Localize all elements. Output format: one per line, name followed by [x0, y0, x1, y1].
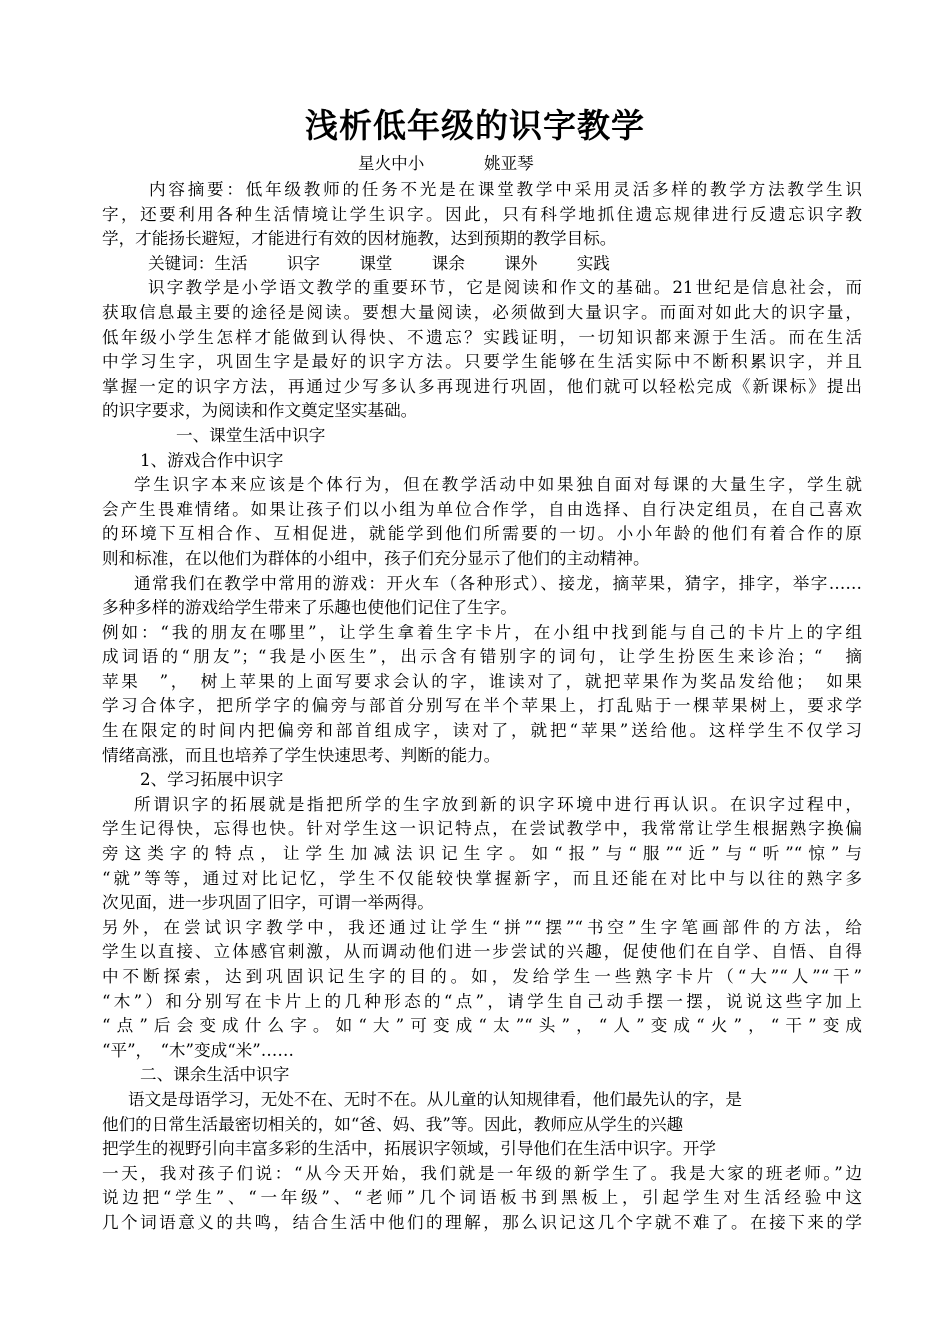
paragraph-line: 学生记得快，忘得也快。针对学生这一识记特点，在尝试教学中，我常常让学生根据熟字换偏: [102, 819, 862, 839]
paragraph-line: 几个词语意义的共鸣，结合生活中他们的理解，那么识记这几个字就不难了。在接下来的学: [102, 1212, 862, 1232]
paragraph-line: 一天，我对孩子们说：“从今天开始，我们就是一年级的新学生了。我是大家的班老师。”边: [102, 1163, 862, 1183]
paragraph-line: 把学生的视野引向丰富多彩的生活中，拓展识字领域，引导他们在生活中识字。开学: [102, 1139, 716, 1159]
paragraph-line: 则和标准，在以他们为群体的小组中，孩子们充分显示了他们的主动精神。: [102, 548, 650, 568]
paragraph-line: 苹果 ”， 树上苹果的上面写要求会认的字，谁读对了，就把苹果作为奖品发给他； 如果: [102, 671, 862, 691]
paragraph-line: 另外，在尝试识字教学中，我还通过让学生“拼”“摆”“书空”生字笔画部件的方法，给: [102, 917, 862, 937]
paragraph-line: 中学习生字，巩固生字是最好的识字方法。只要学生能够在生活实际中不断积累识字，并且: [102, 352, 862, 372]
section-heading: 一、课堂生活中识字: [176, 425, 326, 445]
document-body: [102, 178, 862, 1236]
paragraph-line: 生在限定的时间内把偏旁和部首组成字，读对了，就把“苹果”送给他。这样学生不仅学习: [102, 721, 862, 741]
paragraph-line: 说边把“学生”、“一年级”、“老师”几个词语板书到黑板上，引起学生对生活经验中这: [102, 1188, 862, 1208]
paragraph-line: 识字教学是小学语文教学的重要环节，它是阅读和作文的基础。21世纪是信息社会，而: [148, 278, 862, 298]
paragraph-line: “点”后会变成什么字。如“大”可变成“太”“头”，“人”变成“火”，“干”变成: [102, 1016, 862, 1036]
paragraph-line: 次见面，进一步巩固了旧字，可谓一举两得。: [102, 893, 434, 913]
paragraph-line: “就”等等，通过对比记忆，学生不仅能较快掌握新字，而且还能在对比中与以往的熟字多: [102, 868, 862, 888]
paragraph-line: 他们的日常生活最密切相关的，如“爸、妈、我”等。因此，教师应从学生的兴趣: [102, 1114, 684, 1134]
keyword: 课外: [504, 253, 538, 273]
paragraph-line: 掌握一定的识字方法，再通过少写多认多再现进行巩固，他们就可以轻松完成《新课标》提出: [102, 376, 862, 396]
keyword: 实践: [576, 253, 610, 273]
keyword: 识字: [286, 253, 321, 273]
paragraph-line: 学生以直接、立体感官刺激，从而调动他们进一步尝试的兴趣，促使他们在自学、自悟、自得: [102, 942, 862, 962]
paragraph-line: “平”， “木”变成“米”……: [102, 1040, 294, 1060]
paragraph-line: 学生识字本来应该是个体行为，但在教学活动中如果独自面对每课的大量生字，学生就: [134, 475, 862, 495]
paragraph-line: 的环境下互相合作、互相促进，就能学到他们所需要的一切。小小年龄的他们有着合作的原: [102, 524, 862, 544]
abstract-line: 字，还要利用各种生活情境让学生识字。因此，只有科学地抓住遗忘规律进行反遗忘识字教: [102, 204, 862, 224]
paragraph-line: 情绪高涨，而且也培养了学生快速思考、判断的能力。: [102, 745, 501, 765]
paragraph-line: “木”）和分别写在卡片上的几种形态的“点”，请学生自己动手摆一摆，说说这些字加上: [102, 991, 862, 1011]
paragraph-line: 的识字要求，为阅读和作文奠定坚实基础。: [102, 401, 418, 421]
paragraph-line: 成词语的“朋友”；“我是小医生”，出示含有错别字的词句，让学生扮医生来诊治；“ 摘: [102, 647, 862, 667]
paragraph-line: 低年级小学生怎样才能做到认得快、不遗忘？实践证明，一切知识都来源于生活。而在生活: [102, 327, 862, 347]
paragraph-line: 中不断探索，达到巩固识记生字的目的。如，发给学生一些熟字卡片（“大”“人”“干”: [102, 967, 862, 986]
author-school: 星火中小: [358, 154, 425, 173]
document-title: 浅析低年级的识字教学: [305, 106, 645, 145]
author-line: [0, 152, 950, 176]
paragraph-line: 获取信息最主要的途径是阅读。要想大量阅读，必须做到大量识字。而面对如此大的识字量，: [102, 302, 862, 322]
subsection-heading: 1、游戏合作中识字: [140, 450, 284, 470]
keywords-line: [102, 252, 862, 277]
keyword: 课堂: [359, 253, 393, 273]
paragraph-line: 旁这类字的特点，让学生加减法识记生字。如“报”与“服”“近”与“听”“惊”与: [102, 844, 862, 864]
paragraph-line: 学习合体字，把所学字的偏旁与部首分别写在半个苹果上，打乱贴于一棵苹果树上，要求学: [102, 696, 862, 716]
section-heading: 二、课余生活中识字: [140, 1065, 290, 1085]
keywords-label: 关键词：生活: [148, 253, 248, 273]
keyword: 课余: [431, 253, 465, 273]
author-name: 姚亚琴: [484, 154, 534, 173]
paragraph-line: 多种多样的游戏给学生带来了乐趣也使他们记住了生字。: [102, 598, 517, 618]
paragraph-line: 例如：“我的朋友在哪里”，让学生拿着生字卡片，在小组中找到能与自己的卡片上的字组: [102, 622, 862, 642]
abstract-line: 内容摘要：低年级教师的任务不光是在课堂教学中采用灵活多样的教学方法教学生识: [149, 180, 862, 199]
paragraph-line: 通常我们在教学中常用的游戏：开火车（各种形式）、接龙，摘苹果，猜字，排字，举字……: [134, 573, 862, 593]
subsection-heading: 2、学习拓展中识字: [140, 770, 284, 790]
paragraph-line: 所谓识字的拓展就是指把所学的生字放到新的识字环境中进行再认识。在识字过程中，: [134, 794, 862, 814]
paragraph-line: 会产生畏难情绪。如果让孩子们以小组为单位合作学，自由选择、自行决定组员，在自己喜欢: [102, 499, 862, 519]
paragraph-line: 语文是母语学习，无处不在、无时不在。从儿童的认知规律看，他们最先认的字，是: [128, 1089, 742, 1109]
abstract-line: 学，才能扬长避短，才能进行有效的因材施教，达到预期的教学目标。: [102, 229, 617, 249]
